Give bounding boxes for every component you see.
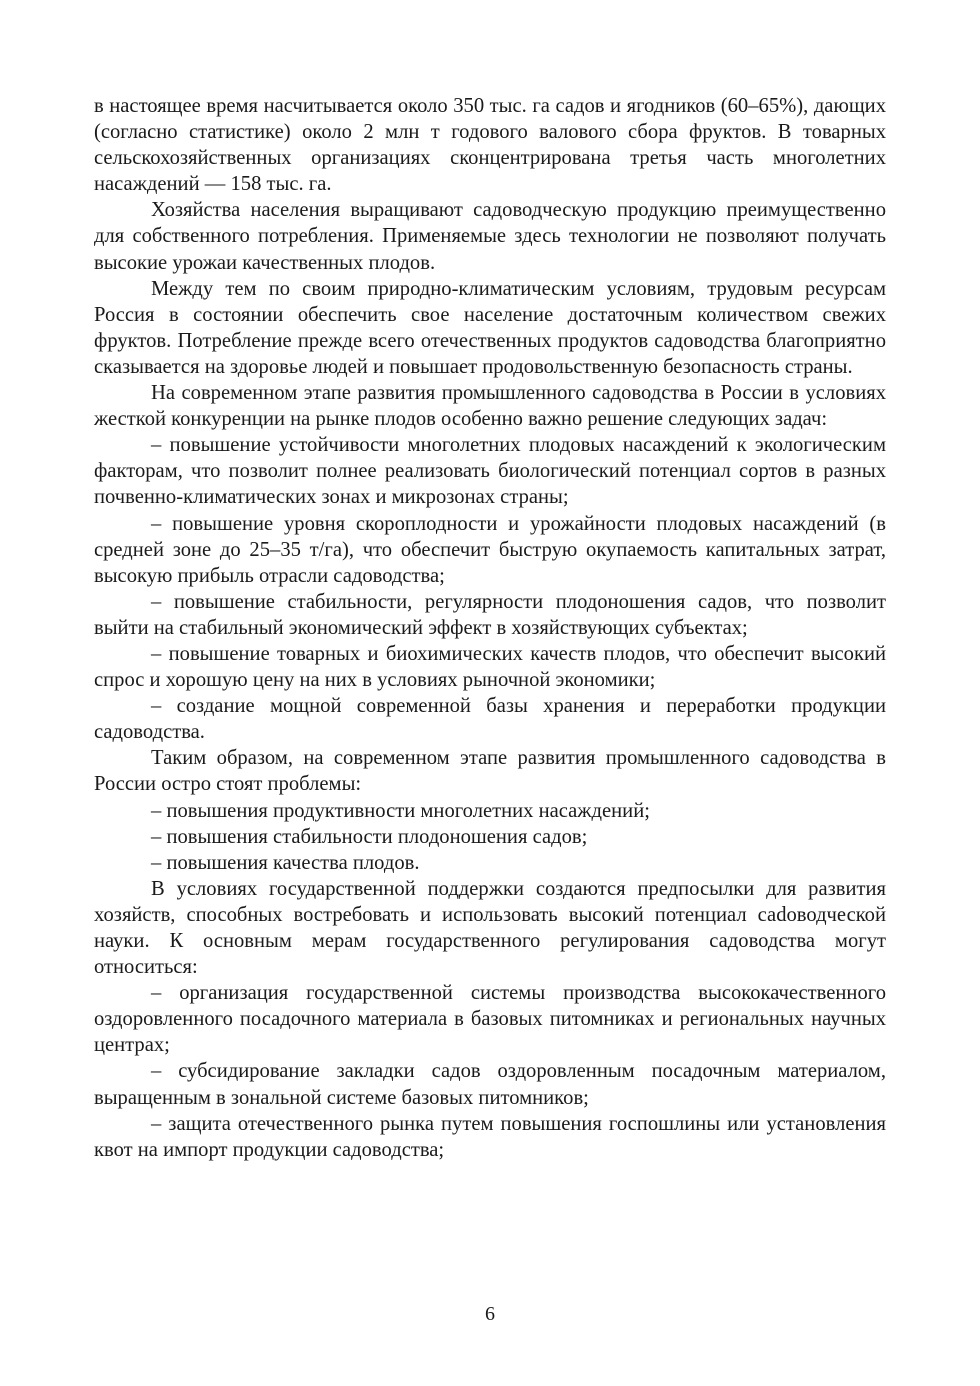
list-item-task-2: – повышение уровня скороплодности и урожайности плодовых насаждений (в средней зоне до 25–35 т/га), что обеспечит быструю окупаемость капитальных затрат, высокую прибыль отрасли садоводства; — [94, 512, 886, 587]
list-item-task-5: – создание мощной современной базы хранения и переработки продукции садоводства. — [94, 695, 886, 744]
list-item-measure-2: – субсидирование закладки садов оздоровленным посадочным материалом, выращенным в зональной системе базовых питомников; — [94, 1060, 886, 1109]
paragraph-3: Между тем по своим природно-климатическим условиям, трудовым ресурсам Россия в состоянии обеспечить свое население достаточным количеством свежих фруктов. Потребление прежде всего отечественных продуктов садоводства благоприятно сказывается на здоровье людей и повышает продовольственную безопасность страны. — [94, 277, 886, 378]
paragraph-2: Хозяйства населения выращивают садоводческую продукцию преимущественно для собственного потребления. Применяемые здесь технологии не позволяют получать высокие урожаи качественных плодов. — [94, 199, 886, 274]
paragraph-1: в настоящее время насчитывается около 350 тыс. га садов и ягодников (60–65%), дающих (согласно статистике) около 2 млн т годового валового сбора фруктов. В товарных сельскохозяйственных организациях сконцентрирована третья часть многолетних насаждений — 158 тыс. га. — [94, 95, 886, 196]
list-item-problem-1: – повышения продуктивности многолетних насаждений; — [151, 799, 650, 822]
page-body — [94, 93, 886, 1163]
list-item-task-3: – повышение стабильности, регулярности плодоношения садов, что позволит выйти на стабильный экономический эффект в хозяйствующих субъектах; — [94, 590, 886, 639]
list-item-task-1: – повышение устойчивости многолетних плодовых насаждений к экологическим факторам, что позволит полнее реализовать биологический потенциал сортов в разных почвенно-климатических зонах и микрозонах страны; — [94, 434, 886, 509]
list-item-measure-1: – организация государственной системы производства высококачественного оздоровленного посадочного материала в базовых питомниках и региональных научных центрах; — [94, 982, 886, 1057]
page-number: 6 — [485, 1303, 495, 1325]
list-item-problem-3: – повышения качества плодов. — [151, 851, 420, 874]
paragraph-4: На современном этапе развития промышленного садоводства в России в условиях жесткой конкуренции на рынке плодов особенно важно решение следующих задач: — [94, 382, 886, 431]
paragraph-state-support: В условиях государственной поддержки создаются предпосылки для развития хозяйств, способных востребовать и использовать высокий потенциал саdоводческой науки. К основным мерам государственного регулирования садоводства могут относиться: — [94, 877, 886, 979]
list-item-task-4: – повышение товарных и биохимических качеств плодов, что обеспечит высокий спрос и хорошую цену на них в условиях рыночной экономики; — [94, 642, 886, 692]
paragraph-conclusion: Таким образом, на современном этапе развития промышленного садоводства в России остро стоят проблемы: — [94, 747, 886, 796]
list-item-measure-3: – защита отечественного рынка путем повышения госпошлины или установления квот на импорт продукции садоводства; — [94, 1112, 886, 1161]
list-item-problem-2: – повышения стабильности плодоношения садов; — [151, 825, 588, 848]
